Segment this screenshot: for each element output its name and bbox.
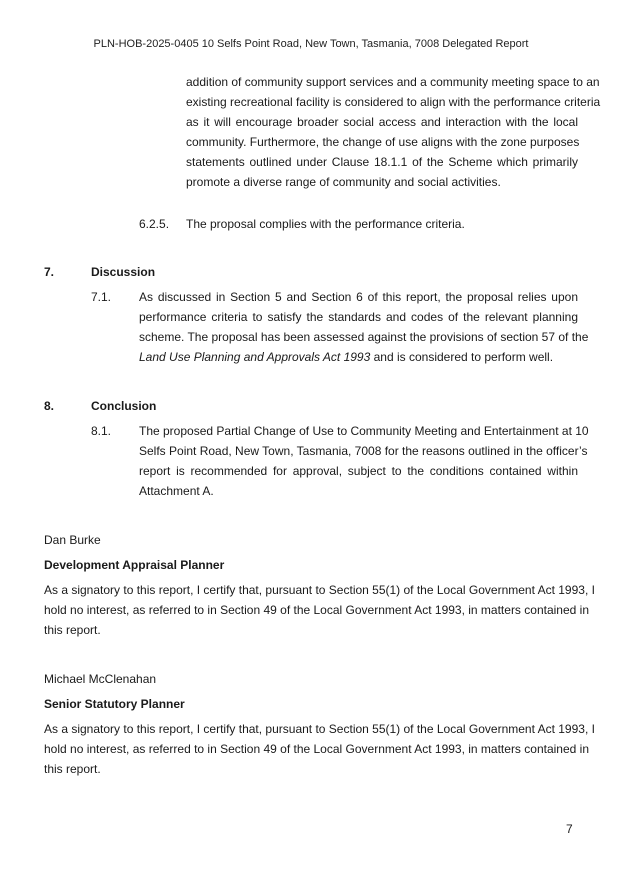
signatory-role: Development Appraisal Planner — [44, 558, 225, 572]
paragraph-line: this report. — [44, 623, 101, 637]
signatory-name: Michael McClenahan — [44, 672, 157, 686]
page-header: PLN-HOB-2025-0405 10 Selfs Point Road, New Town, Tasmania, 7008 Delegated Report — [93, 38, 529, 50]
conclusion-paragraph — [139, 421, 589, 501]
paragraph-line: addition of community support services and a community meeting space to an — [186, 75, 600, 89]
section-number: 8. — [44, 399, 55, 413]
certification-paragraph — [44, 719, 595, 779]
signatory-name: Dan Burke — [44, 533, 101, 547]
section-heading: Discussion — [91, 265, 156, 279]
signatory-role: Senior Statutory Planner — [44, 697, 185, 711]
certification-paragraph — [44, 580, 595, 640]
section-number: 7. — [44, 265, 55, 279]
paragraph-line: promote a diverse range of community and social activities. — [186, 175, 501, 189]
continuation-paragraph — [186, 72, 601, 192]
paragraph-line: statements outlined under Clause 18.1.1 of the Scheme which primarily — [186, 155, 578, 169]
paragraph-line: hold no interest, as referred to in Section 49 of the Local Government Act 1993, in matters contained in — [44, 603, 589, 617]
paragraph-line: report is recommended for approval, subject to the conditions contained within — [139, 464, 578, 478]
item-number: 7.1. — [91, 290, 112, 304]
discussion-paragraph — [139, 287, 589, 367]
item-text: The proposal complies with the performance criteria. — [186, 217, 465, 231]
page-number: 7 — [566, 822, 573, 836]
paragraph-line: As a signatory to this report, I certify that, pursuant to Section 55(1) of the Local Government Act 1993, I — [44, 722, 595, 736]
paragraph-line: As discussed in Section 5 and Section 6 of this report, the proposal relies upon — [139, 290, 578, 304]
paragraph-line: performance criteria to satisfy the standards and codes of the relevant planning — [139, 310, 578, 324]
paragraph-line: this report. — [44, 762, 101, 776]
paragraph-line: Selfs Point Road, New Town, Tasmania, 7008 for the reasons outlined in the officer’s — [139, 444, 588, 458]
section-heading: Conclusion — [91, 399, 157, 413]
paragraph-line: as it will encourage broader social access and interaction with the local — [186, 115, 578, 129]
paragraph-line: existing recreational facility is considered to align with the performance criteria — [186, 95, 601, 109]
item-number: 6.2.5. — [139, 217, 170, 231]
paragraph-line: As a signatory to this report, I certify that, pursuant to Section 55(1) of the Local Government Act 1993, I — [44, 583, 595, 597]
paragraph-line: hold no interest, as referred to in Section 49 of the Local Government Act 1993, in matters contained in — [44, 742, 589, 756]
act-title: Land Use Planning and Approvals Act 1993 — [139, 350, 371, 364]
paragraph-line: The proposed Partial Change of Use to Community Meeting and Entertainment at 10 — [139, 424, 589, 438]
item-number: 8.1. — [91, 424, 112, 438]
paragraph-line: scheme. The proposal has been assessed against the provisions of section 57 of the — [139, 330, 589, 344]
paragraph-line: Attachment A. — [139, 484, 214, 498]
paragraph-text: and is considered to perform well. — [370, 350, 554, 364]
paragraph-line — [139, 347, 578, 367]
paragraph-line: community. Furthermore, the change of use aligns with the zone purposes — [186, 135, 580, 149]
